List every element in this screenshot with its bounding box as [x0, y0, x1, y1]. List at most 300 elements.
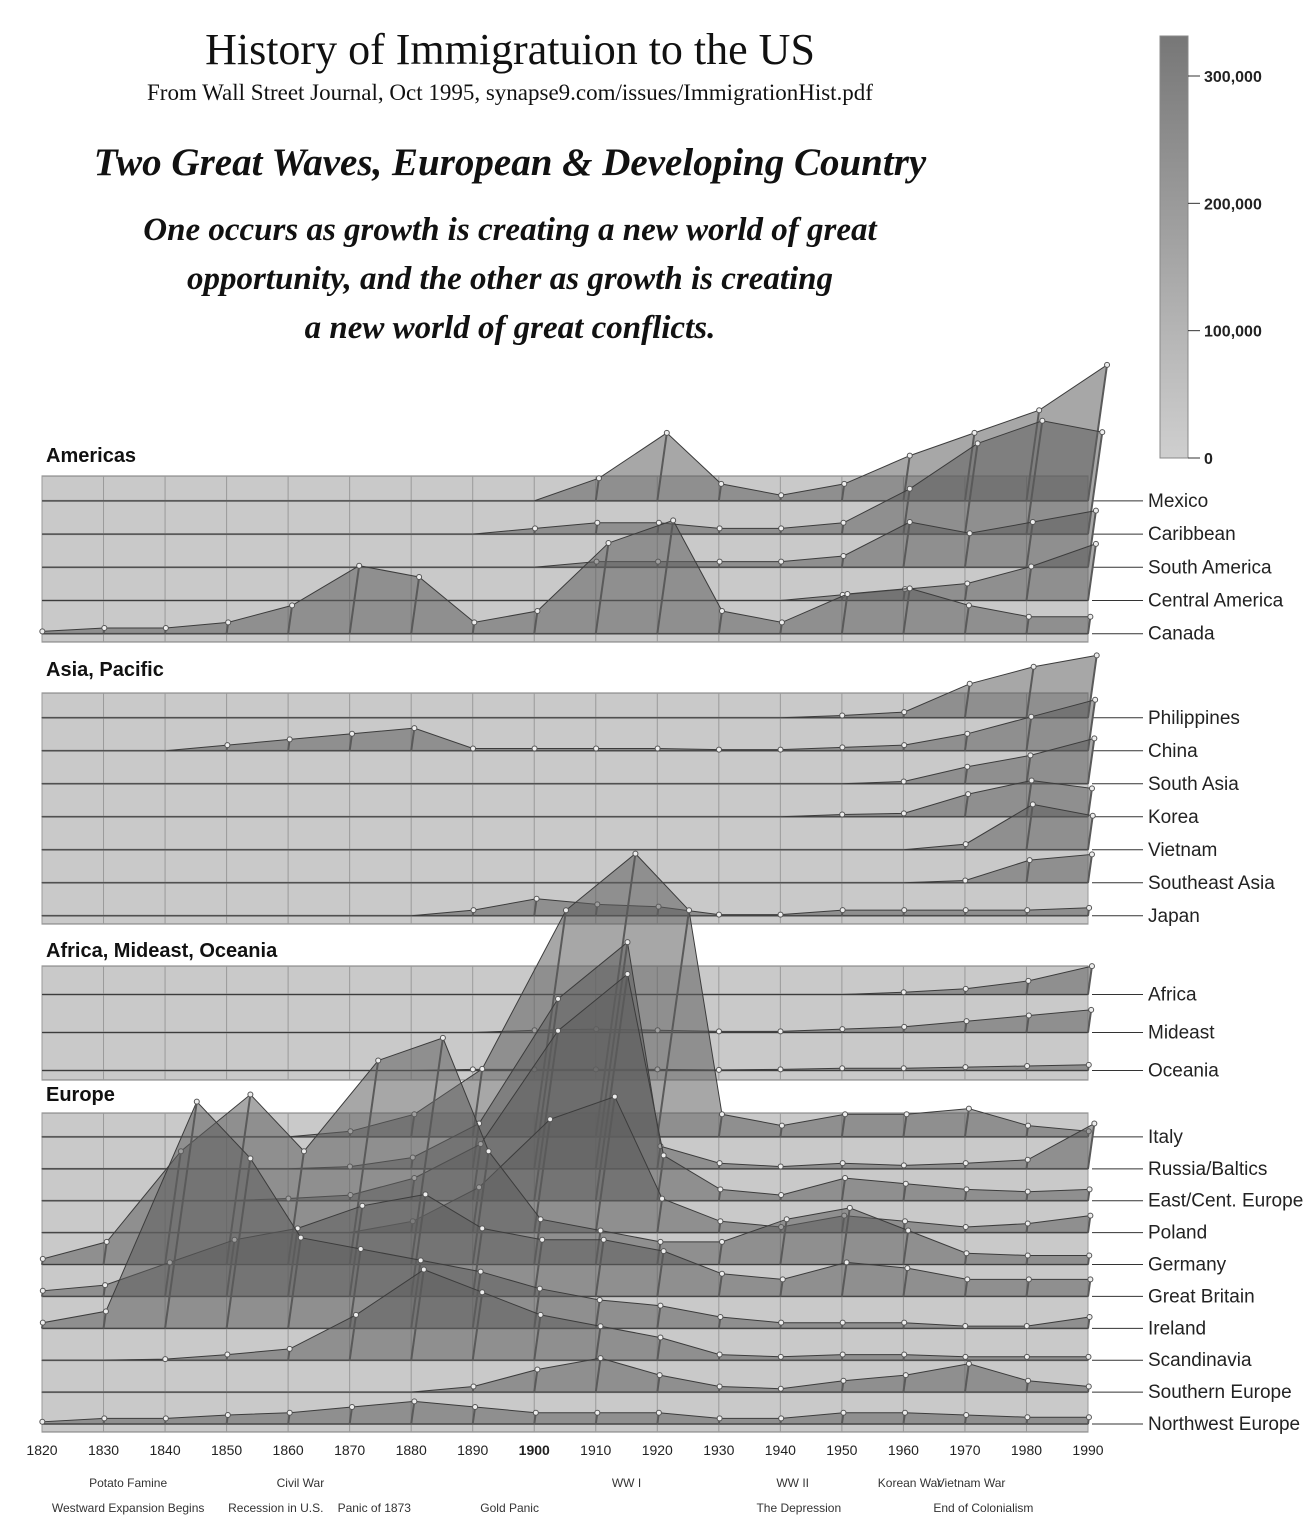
point-caribbean-1930 [717, 526, 722, 531]
point-southern-europe-1900 [535, 1367, 540, 1372]
point-germany-1990 [1087, 1253, 1092, 1258]
point-caribbean-1910 [595, 520, 600, 525]
chart-subtitle: Two Great Waves, European & Developing Country [93, 141, 927, 184]
series-label: Philippines [1148, 707, 1240, 729]
point-germany-1820 [40, 1256, 45, 1261]
event-label: End of Colonialism [933, 1501, 1034, 1515]
point-southern-europe-1980 [1026, 1378, 1031, 1383]
point-africa-1970 [963, 986, 968, 991]
series-label: Vietnam [1148, 839, 1218, 861]
point-oceania-1890 [470, 1067, 475, 1072]
point-canada-1970 [966, 603, 971, 608]
point-ireland-1910 [597, 1297, 602, 1302]
point-south-america-1930 [717, 559, 722, 564]
point-china-1930 [716, 747, 721, 752]
point-japan-1980 [1025, 908, 1030, 913]
point-east-cent-europe-1990 [1087, 1187, 1092, 1192]
point-mideast-1950 [840, 1027, 845, 1032]
scale-tick-label: 100,000 [1204, 323, 1262, 341]
point-northwest-europe-1990 [1086, 1415, 1091, 1420]
point-caribbean-1940 [779, 526, 784, 531]
point-ireland-1860 [298, 1235, 303, 1240]
point-northwest-europe-1900 [533, 1410, 538, 1415]
series-label: Northwest Europe [1148, 1414, 1301, 1436]
point-caribbean-1950 [841, 520, 846, 525]
point-scandinavia-1840 [163, 1357, 168, 1362]
point-canada-1930 [719, 609, 724, 614]
series-label: Mexico [1148, 490, 1209, 512]
panel-title: Asia, Pacific [46, 659, 164, 681]
x-tick-label: 1820 [26, 1442, 58, 1458]
x-tick-label: 1910 [580, 1442, 612, 1458]
point-japan-1960 [902, 908, 907, 913]
point-oceania-1970 [963, 1065, 968, 1070]
event-label: Gold Panic [480, 1501, 539, 1515]
point-southern-europe-1930 [717, 1384, 722, 1389]
point-russia-baltics-1910 [625, 940, 630, 945]
point-canada-1900 [535, 609, 540, 614]
point-canada-1860 [290, 603, 295, 608]
point-poland-1960 [902, 1219, 907, 1224]
point-canada-1850 [226, 620, 231, 625]
point-japan-1970 [963, 908, 968, 913]
series-label: Canada [1148, 623, 1215, 645]
point-japan-1940 [778, 912, 783, 917]
x-tick-label: 1900 [518, 1442, 550, 1458]
point-east-cent-europe-1930 [718, 1187, 723, 1192]
point-northwest-europe-1910 [595, 1410, 600, 1415]
point-poland-1920 [660, 1196, 665, 1201]
x-tick-label: 1940 [764, 1442, 796, 1458]
series-label: Caribbean [1148, 524, 1236, 546]
series-label: Oceania [1148, 1060, 1219, 1082]
point-ireland-1880 [418, 1258, 423, 1263]
point-italy-1950 [843, 1112, 848, 1117]
point-scandinavia-1940 [778, 1354, 783, 1359]
scale-tick-label: 0 [1204, 451, 1213, 468]
point-south-asia-1970 [965, 764, 970, 769]
point-china-1920 [655, 746, 660, 751]
point-china-1880 [412, 726, 417, 731]
point-northwest-europe-1920 [656, 1410, 661, 1415]
point-mexico-1950 [842, 481, 847, 486]
point-canada-1980 [1026, 614, 1031, 619]
point-south-america-1980 [1030, 519, 1035, 524]
event-label: Civil War [276, 1476, 325, 1490]
point-mexico-1920 [664, 430, 669, 435]
point-southern-europe-1920 [657, 1373, 662, 1378]
point-africa-1990 [1089, 964, 1094, 969]
point-scandinavia-1980 [1024, 1354, 1029, 1359]
x-tick-label: 1890 [457, 1442, 489, 1458]
point-poland-1990 [1088, 1213, 1093, 1218]
point-china-1870 [350, 731, 355, 736]
x-tick-label: 1920 [641, 1442, 673, 1458]
event-label: Potato Famine [89, 1476, 168, 1490]
point-southern-europe-1940 [778, 1386, 783, 1391]
point-korea-1990 [1089, 786, 1094, 791]
point-china-1940 [778, 747, 783, 752]
event-label: Vietnam War [936, 1476, 1006, 1490]
point-scandinavia-1970 [963, 1354, 968, 1359]
point-germany-1940 [784, 1217, 789, 1222]
point-northwest-europe-1960 [902, 1410, 907, 1415]
point-northwest-europe-1840 [163, 1416, 168, 1421]
point-scandinavia-1900 [538, 1312, 543, 1317]
point-south-asia-1990 [1092, 736, 1097, 741]
event-label: Panic of 1873 [337, 1501, 411, 1515]
point-mexico-1930 [719, 481, 724, 486]
point-great-britain-1920 [661, 1249, 666, 1254]
point-northwest-europe-1870 [350, 1405, 355, 1410]
point-germany-1860 [301, 1149, 306, 1154]
point-italy-1920 [687, 908, 692, 913]
series-label: Germany [1148, 1254, 1227, 1276]
series-label: South Asia [1148, 773, 1239, 795]
point-great-britain-1830 [103, 1283, 108, 1288]
point-japan-1950 [840, 908, 845, 913]
point-russia-baltics-1970 [963, 1161, 968, 1166]
panel-title: Africa, Mideast, Oceania [46, 940, 278, 962]
point-china-1860 [287, 737, 292, 742]
note-line-2: opportunity, and the other as growth is creating [186, 261, 834, 297]
point-china-1980 [1029, 714, 1034, 719]
point-canada-1960 [907, 586, 912, 591]
point-italy-1900 [563, 908, 568, 913]
point-korea-1970 [966, 792, 971, 797]
point-ireland-1980 [1024, 1324, 1029, 1329]
point-canada-1890 [472, 620, 477, 625]
point-great-britain-1950 [844, 1260, 849, 1265]
point-italy-1890 [480, 1066, 485, 1071]
point-great-britain-1970 [965, 1277, 970, 1282]
point-china-1910 [594, 746, 599, 751]
point-japan-1900 [534, 896, 539, 901]
point-ireland-1820 [40, 1320, 45, 1325]
point-east-cent-europe-1950 [843, 1176, 848, 1181]
point-northwest-europe-1970 [964, 1412, 969, 1417]
scale-tick-label: 200,000 [1204, 196, 1262, 214]
point-scandinavia-1960 [902, 1352, 907, 1357]
point-canada-1820 [40, 629, 45, 634]
point-germany-1830 [104, 1239, 109, 1244]
point-scandinavia-1870 [353, 1312, 358, 1317]
point-east-cent-europe-1980 [1025, 1189, 1030, 1194]
event-label: WW I [611, 1476, 642, 1490]
point-mexico-1910 [596, 476, 601, 481]
note-line-1: One occurs as growth is creating a new world of great [143, 212, 877, 248]
source-line: From Wall Street Journal, Oct 1995, synapse9.com/issues/ImmigrationHist.pdf [147, 80, 873, 105]
point-italy-1980 [1026, 1123, 1031, 1128]
point-great-britain-1930 [719, 1271, 724, 1276]
point-scandinavia-1890 [480, 1290, 485, 1295]
point-russia-baltics-1930 [717, 1161, 722, 1166]
series-label: Africa [1148, 984, 1197, 1006]
point-china-1960 [902, 743, 907, 748]
point-philippines-1970 [967, 681, 972, 686]
point-oceania-1980 [1025, 1063, 1030, 1068]
series-label: Poland [1148, 1222, 1208, 1244]
point-great-britain-1900 [540, 1237, 545, 1242]
point-northwest-europe-1930 [717, 1416, 722, 1421]
point-ireland-1940 [779, 1320, 784, 1325]
point-russia-baltics-1960 [901, 1163, 906, 1168]
x-tick-label: 1990 [1072, 1442, 1104, 1458]
series-label: Great Britain [1148, 1286, 1255, 1308]
point-scandinavia-1920 [658, 1335, 663, 1340]
point-east-cent-europe-1900 [556, 1028, 561, 1033]
chart-title: History of Immigratuion to the US [205, 25, 815, 74]
point-ireland-1850 [248, 1156, 253, 1161]
point-oceania-1990 [1086, 1062, 1091, 1067]
series-label: Russia/Baltics [1148, 1158, 1268, 1180]
point-scandinavia-1860 [287, 1346, 292, 1351]
point-vietnam-1970 [963, 842, 968, 847]
point-great-britain-1990 [1088, 1277, 1093, 1282]
point-central-america-1990 [1093, 541, 1098, 546]
point-great-britain-1880 [423, 1192, 428, 1197]
point-oceania-1950 [840, 1066, 845, 1071]
x-tick-label: 1950 [826, 1442, 858, 1458]
point-southern-europe-1990 [1086, 1384, 1091, 1389]
point-southeast-asia-1970 [963, 878, 968, 883]
point-east-cent-europe-1940 [779, 1193, 784, 1198]
point-japan-1930 [716, 912, 721, 917]
scale-bar [1160, 36, 1188, 458]
point-great-britain-1910 [601, 1237, 606, 1242]
point-ireland-1950 [840, 1320, 845, 1325]
x-tick-label: 1860 [272, 1442, 304, 1458]
point-southern-europe-1890 [471, 1384, 476, 1389]
point-germany-1970 [964, 1251, 969, 1256]
point-northwest-europe-1860 [287, 1410, 292, 1415]
point-korea-1960 [901, 811, 906, 816]
point-canada-1940 [779, 620, 784, 625]
point-great-britain-1980 [1026, 1277, 1031, 1282]
point-scandinavia-1990 [1086, 1354, 1091, 1359]
event-label: The Depression [756, 1501, 842, 1515]
series-label: East/Cent. Europe [1148, 1190, 1304, 1212]
point-ireland-1930 [718, 1314, 723, 1319]
point-southern-europe-1960 [903, 1373, 908, 1378]
point-northwest-europe-1830 [102, 1416, 107, 1421]
x-tick-label: 1830 [87, 1442, 120, 1458]
point-oceania-1930 [716, 1067, 721, 1072]
point-poland-1980 [1025, 1221, 1030, 1226]
series-label: China [1148, 740, 1198, 762]
point-ireland-1870 [358, 1246, 363, 1251]
series-label: South America [1148, 557, 1272, 579]
series-label: Japan [1148, 905, 1200, 927]
point-caribbean-1970 [975, 441, 980, 446]
point-great-britain-1890 [480, 1226, 485, 1231]
point-oceania-1960 [901, 1066, 906, 1071]
point-philippines-1960 [902, 710, 907, 715]
point-germany-1960 [906, 1228, 911, 1233]
point-south-america-1940 [779, 559, 784, 564]
point-scandinavia-1930 [717, 1352, 722, 1357]
point-ireland-1970 [963, 1324, 968, 1329]
point-china-1990 [1093, 697, 1098, 702]
point-caribbean-1980 [1040, 418, 1045, 423]
series-label: Italy [1148, 1126, 1183, 1148]
point-mexico-1970 [972, 430, 977, 435]
x-tick-label: 1930 [703, 1442, 735, 1458]
point-northwest-europe-1820 [40, 1419, 45, 1424]
x-tick-label: 1960 [887, 1442, 919, 1458]
point-ireland-1890 [478, 1269, 483, 1274]
point-southern-europe-1910 [598, 1356, 603, 1361]
panel-title: Americas [46, 445, 137, 467]
x-tick-label: 1850 [211, 1442, 243, 1458]
point-africa-1980 [1026, 978, 1031, 983]
point-mideast-1930 [716, 1029, 721, 1034]
point-east-cent-europe-1910 [625, 972, 630, 977]
point-russia-baltics-1950 [840, 1161, 845, 1166]
point-korea-1950 [840, 812, 845, 817]
point-russia-baltics-1980 [1025, 1157, 1030, 1162]
point-germany-1950 [847, 1205, 852, 1210]
point-great-britain-1940 [780, 1277, 785, 1282]
point-germany-1910 [598, 1228, 603, 1233]
series-label: Ireland [1148, 1318, 1207, 1340]
point-mideast-1990 [1089, 1007, 1094, 1012]
point-great-britain-1820 [40, 1288, 45, 1293]
point-china-1900 [532, 746, 537, 751]
point-japan-1890 [471, 908, 476, 913]
x-tick-label: 1870 [334, 1442, 366, 1458]
point-southern-europe-1970 [966, 1361, 971, 1366]
point-canada-1880 [417, 575, 422, 580]
point-vietnam-1980 [1030, 802, 1035, 807]
point-mideast-1970 [964, 1019, 969, 1024]
x-tick-label: 1980 [1010, 1442, 1043, 1458]
point-northwest-europe-1880 [412, 1399, 417, 1404]
point-scandinavia-1950 [840, 1352, 845, 1357]
point-ireland-1830 [103, 1309, 108, 1314]
point-canada-1830 [102, 626, 107, 631]
point-philippines-1990 [1094, 653, 1099, 658]
point-korea-1980 [1029, 778, 1034, 783]
point-italy-1910 [633, 851, 638, 856]
point-italy-1960 [904, 1112, 909, 1117]
point-china-1970 [965, 731, 970, 736]
point-germany-1920 [658, 1239, 663, 1244]
point-southern-europe-1950 [841, 1378, 846, 1383]
point-northwest-europe-1850 [225, 1412, 230, 1417]
event-label: Recession in U.S. [228, 1501, 324, 1515]
point-mideast-1960 [902, 1024, 907, 1029]
point-germany-1930 [719, 1239, 724, 1244]
point-russia-baltics-1940 [778, 1164, 783, 1169]
point-china-1890 [471, 746, 476, 751]
point-germany-1980 [1025, 1253, 1030, 1258]
panel-title: Europe [46, 1084, 115, 1106]
point-ireland-1960 [902, 1320, 907, 1325]
point-philippines-1950 [840, 713, 845, 718]
point-south-asia-1960 [901, 779, 906, 784]
point-mideast-1940 [778, 1029, 783, 1034]
point-japan-1990 [1087, 905, 1092, 910]
point-germany-1900 [538, 1217, 543, 1222]
point-south-america-1960 [907, 519, 912, 524]
point-poland-1900 [548, 1117, 553, 1122]
point-ireland-1840 [194, 1099, 199, 1104]
series-label: Southeast Asia [1148, 872, 1275, 894]
series-label: Scandinavia [1148, 1350, 1252, 1372]
series-label: Mideast [1148, 1022, 1215, 1044]
point-great-britain-1870 [360, 1203, 365, 1208]
point-south-america-1970 [967, 531, 972, 536]
point-mexico-1980 [1037, 408, 1042, 413]
series-label: Korea [1148, 806, 1199, 828]
point-canada-1910 [606, 541, 611, 546]
point-poland-1970 [963, 1224, 968, 1229]
point-northwest-europe-1980 [1025, 1415, 1030, 1420]
point-caribbean-1960 [907, 486, 912, 491]
point-ireland-1900 [537, 1286, 542, 1291]
point-mexico-1990 [1105, 362, 1110, 367]
point-east-cent-europe-1970 [964, 1187, 969, 1192]
event-label: Westward Expansion Begins [51, 1501, 205, 1515]
point-italy-1940 [779, 1123, 784, 1128]
point-vietnam-1990 [1090, 813, 1095, 818]
point-northwest-europe-1950 [841, 1410, 846, 1415]
point-russia-baltics-1900 [556, 996, 561, 1001]
point-northwest-europe-1940 [779, 1416, 784, 1421]
note-line-3: a new world of great conflicts. [304, 310, 716, 346]
point-great-britain-1960 [905, 1266, 910, 1271]
point-mideast-1980 [1026, 1013, 1031, 1018]
point-oceania-1940 [778, 1067, 783, 1072]
point-canada-1990 [1088, 614, 1093, 619]
point-central-america-1970 [965, 581, 970, 586]
x-tick-label: 1970 [949, 1442, 981, 1458]
point-southeast-asia-1980 [1027, 858, 1032, 863]
point-ireland-1920 [658, 1303, 663, 1308]
series-label: Central America [1148, 590, 1284, 612]
point-italy-1970 [966, 1106, 971, 1111]
point-east-cent-europe-1960 [903, 1181, 908, 1186]
point-east-cent-europe-1920 [661, 1153, 666, 1158]
point-south-asia-1980 [1028, 753, 1033, 758]
point-caribbean-1900 [533, 526, 538, 531]
point-mexico-1940 [779, 493, 784, 498]
point-scandinavia-1910 [598, 1324, 603, 1329]
point-germany-1890 [486, 1149, 491, 1154]
point-south-america-1950 [841, 553, 846, 558]
point-china-1950 [840, 745, 845, 750]
x-tick-label: 1880 [395, 1442, 427, 1458]
series-label: Southern Europe [1148, 1382, 1292, 1404]
point-china-1850 [225, 743, 230, 748]
x-tick-label: 1840 [149, 1442, 181, 1458]
point-southeast-asia-1990 [1089, 852, 1094, 857]
point-russia-baltics-1990 [1092, 1121, 1097, 1126]
point-philippines-1980 [1031, 664, 1036, 669]
point-canada-1950 [845, 592, 850, 597]
point-germany-1880 [440, 1035, 445, 1040]
point-africa-1960 [901, 990, 906, 995]
event-label: Korean War [877, 1476, 942, 1490]
point-germany-1850 [248, 1092, 253, 1097]
point-canada-1840 [163, 626, 168, 631]
event-label: WW II [776, 1476, 809, 1490]
point-central-america-1980 [1029, 564, 1034, 569]
point-caribbean-1990 [1100, 430, 1105, 435]
point-poland-1930 [718, 1219, 723, 1224]
point-canada-1920 [671, 518, 676, 523]
